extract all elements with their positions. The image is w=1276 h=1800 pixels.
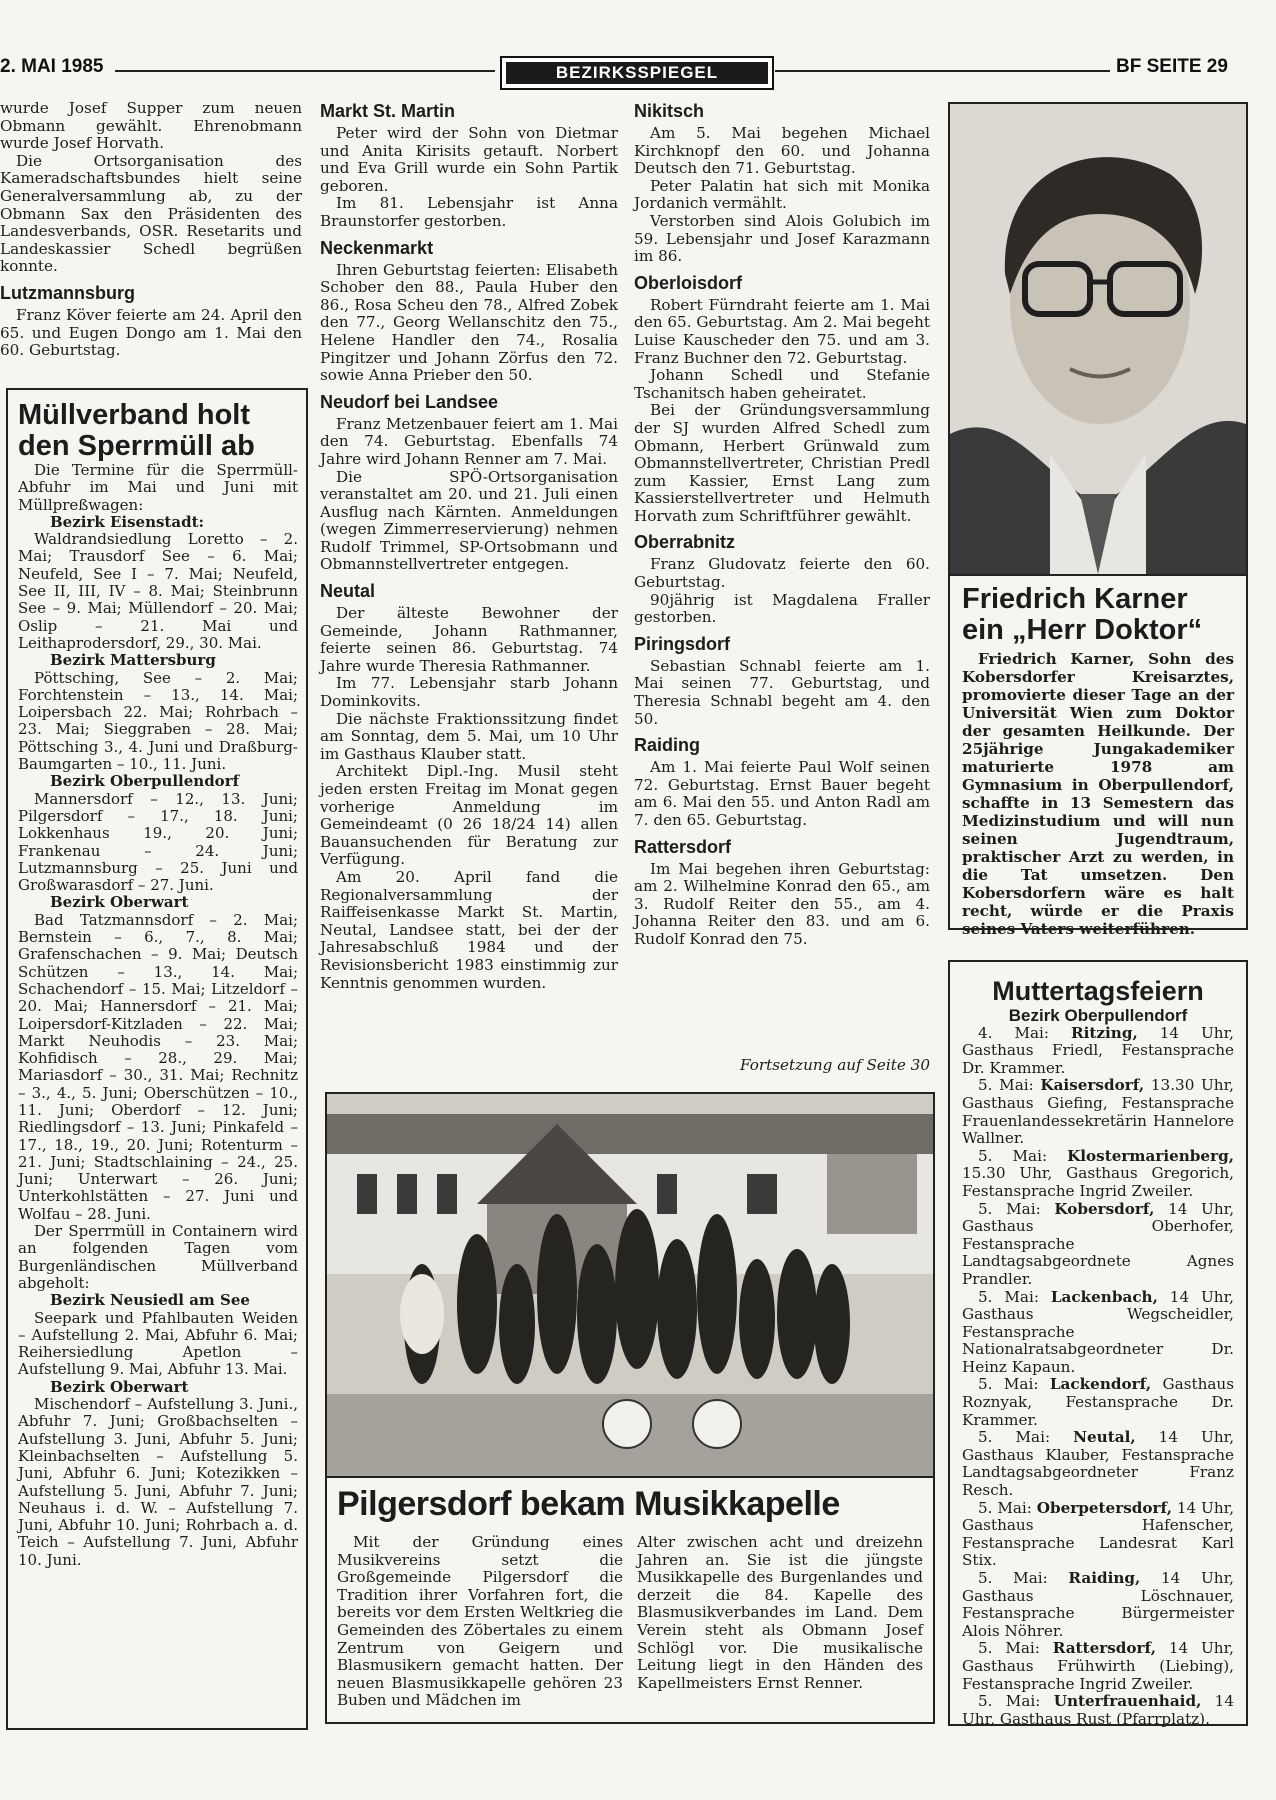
pilgersdorf-title: Pilgersdorf bekam Musikkapelle	[337, 1485, 840, 1523]
neudorf-p1: Franz Metzenbauer feiert am 1. Mai den 74. Geburtstag. Ebenfalls 74 Jahre wird Johann Renner am 7. Mai.	[320, 414, 618, 468]
entry-text: 14 Uhr, Gasthaus Klauber, Festansprache Landtagsabgeordneter Franz Resch.	[962, 1428, 1235, 1500]
district-mattersburg: Bezirk Mattersburg	[50, 651, 216, 670]
oberloisdorf-p2: Johann Schedl und Stefanie Tschanitsch haben geheiratet.	[634, 366, 930, 402]
sperrmuell-box	[6, 388, 308, 1730]
district-eisenstadt: Bezirk Eisenstadt:	[50, 512, 205, 531]
entry-text: 14 Uhr, Gasthaus Oberhofer, Festansprache Landtagsabgeordnete Agnes Prandler.	[962, 1199, 1235, 1288]
entry-date: 5. Mai:	[978, 1375, 1039, 1394]
pilgersdorf-text-left: Mit der Gründung eines Musikvereins setzt die Großgemeinde Pilgersdorf die Tradition ihrer Vorfahren fort, die bereits vor dem Ersten Weltkrieg die Gemeinden des Zöbertales zu einem Zentrum von Geigern und Blasmusikern gemacht hatten. Der neuen Blasmusikkapelle gehören 23 Buben und Mädchen im	[337, 1533, 623, 1710]
nikitsch-p1: Am 5. Mai begehen Michael Kirchknopf den 60. und Johanna Deutsch den 71. Geburtstag.	[634, 124, 930, 178]
entry-date: 4. Mai:	[978, 1023, 1050, 1042]
entry-date: 5. Mai:	[978, 1428, 1051, 1447]
markt-st-martin-p1: Peter wird der Sohn von Dietmar und Anita Kirisits getauft. Norbert und Eva Grill wurde ein Sohn Partik geboren.	[320, 124, 618, 195]
entry-text: 14 Uhr, Gasthaus Löschnauer, Festansprache Bürgermeister Alois Nöhrer.	[962, 1569, 1235, 1640]
neudorf-p2: Die SPÖ-Ortsorganisation veranstaltet am 20. und 21. Juli einen Ausflug nach Kärnten. Anmeldungen (wegen Zimmerreservierung) nehmen Rudolf Trimmel, SP-Ortsobmann und Obmannstellvertreter entgegen.	[320, 467, 618, 574]
neutal-p1: Der älteste Bewohner der Gemeinde, Johann Rathmanner, feierte seinen 86. Geburtstag. 74 Jahre wurde Theresia Rathmanner.	[320, 604, 618, 675]
karner-title-2: ein „Herr Doktor“	[962, 614, 1203, 646]
muttertag-content	[962, 976, 1234, 1728]
muttertag-entry	[962, 1376, 1234, 1429]
entry-place: Klostermarienberg,	[1067, 1146, 1234, 1165]
district-oberwart-2: Bezirk Oberwart	[50, 1377, 189, 1396]
page-number: BF SEITE 29	[1116, 56, 1228, 77]
band-photo	[325, 1092, 935, 1478]
issue-date: 2. MAI 1985	[0, 56, 104, 77]
sperrmuell-title: Müllverband holt den Sperrmüll ab	[18, 399, 255, 462]
karner-text: Friedrich Karner, Sohn des Kobersdorfer Kreisarztes, promovierte dieser Tage an der Universität Wien zum Doktor der gesamten Heilkunde. Der 25jährige Jungakademiker maturierte 1978 am Gymnasium in Oberpullendorf, schaffte in 13 Semestern das Medizinstudium und will nun seinen Jugendtraum, praktischer Arzt zu werden, in die Tat umsetzen. Den Kobersdorfern wäre es halt recht, würde er die Praxis seines Vaters weiterführen.	[962, 650, 1234, 938]
karner-box	[948, 572, 1248, 938]
karner-content	[962, 584, 1234, 938]
neutal-p4: Architekt Dipl.-Ing. Musil steht jeden ersten Freitag im Monat gegen vorherige Anmeldung im Gemeindeamt (0 26 18/24 14) allen Bauansuchenden für Beratung zur Verfügung.	[320, 762, 618, 869]
muttertag-subtitle: Bezirk Oberpullendorf	[1008, 1006, 1188, 1025]
neutal-p2: Im 77. Lebensjahr starb Johann Dominkovits.	[320, 674, 618, 711]
district-oberwart: Bezirk Oberwart	[50, 893, 189, 912]
entry-place: Oberpetersdorf,	[1036, 1498, 1173, 1517]
muttertag-entry	[962, 1500, 1234, 1570]
muttertag-entry	[962, 1025, 1234, 1078]
heading-neutal: Neutal	[320, 581, 376, 602]
neutal-p3: Die nächste Fraktionssitzung findet am Sonntag, dem 5. Mai, um 10 Uhr im Gasthaus Klauber statt.	[320, 709, 618, 763]
entry-date: 5. Mai:	[978, 1287, 1039, 1306]
col1-intro-1: wurde Josef Supper zum neuen Obmann gewählt. Ehrenobmann wurde Josef Horvath.	[0, 99, 302, 153]
oberloisdorf-p3: Bei der Gründungsversammlung der SJ wurden Alfred Schedl zum Obmann, Herbert Grünwald zum Obmannstellvertreter, Christian Predl zum Kassier, Ernst Lang zum Kassierstellvertreter und Helmuth Horvath zum Schriftführer gewählt.	[634, 401, 930, 525]
pilgersdorf-box	[325, 1474, 935, 1724]
karner-title-1: Friedrich Karner	[962, 583, 1188, 615]
heading-neckenmarkt: Neckenmarkt	[320, 237, 434, 258]
entry-date: 5. Mai:	[978, 1146, 1048, 1165]
heading-piringsdorf: Piringsdorf	[634, 633, 731, 654]
sperrmuell-intro: Die Termine für die Sperrmüll-Abfuhr im Mai und Juni mit Müllpreßwagen:	[18, 461, 298, 514]
muttertag-entry	[962, 1148, 1234, 1201]
entry-place: Lackendorf,	[1049, 1375, 1152, 1394]
entry-text: Gasthaus Roznyak, Festansprache Dr. Krammer.	[962, 1375, 1235, 1429]
entry-place: Raiding,	[1068, 1569, 1141, 1587]
section-title: BEZIRKSSPIEGEL	[506, 62, 768, 84]
markt-st-martin-p2: Im 81. Lebensjahr ist Anna Braunstorfer gestorben.	[320, 194, 618, 230]
entry-date: 5. Mai:	[978, 1498, 1032, 1517]
entry-date: 5. Mai:	[978, 1076, 1034, 1095]
entry-date: 5. Mai:	[978, 1692, 1041, 1711]
portrait-illustration	[950, 104, 1246, 574]
district-eisenstadt-text: Waldrandsiedlung Loretto – 2. Mai; Trausdorf See – 6. Mai; Neufeld, See I – 7. Mai; Neufeld, See II, III, IV – 8. Mai; Steinbrunn See – 9. Mai; Müllendorf – 20. Mai; Oslip – 21. Mai und Leithaprodersdorf, 29., 30. Mai.	[18, 530, 298, 652]
container-text: Der Sperrmüll in Containern wird an folgenden Tagen vom Burgenländischen Müllverband abgeholt:	[18, 1222, 298, 1292]
entry-place: Lackenbach,	[1050, 1287, 1158, 1306]
entry-place: Rattersdorf,	[1052, 1639, 1157, 1658]
lutzmannsburg-text: Franz Köver feierte am 24. April den 65. und Eugen Dongo am 1. Mai den 60. Geburtstag.	[0, 305, 302, 360]
neutal-p5: Am 20. April fand die Regionalversammlung der Raiffeisenkasse Markt St. Martin, Neutal, Landsee statt, bei der der Jahresabschluß 1984 und der Revisionsbericht 1983 einstimmig zur Kenntnis genommen wurden.	[320, 867, 618, 992]
oberloisdorf-p1: Robert Fürndraht feierte am 1. Mai den 65. Geburtstag. Am 2. Mai begeht Luise Kauscheder den 75. und am 3. Franz Buchner den 72. Geburtstag.	[634, 295, 930, 367]
muttertag-entry	[962, 1429, 1234, 1499]
entry-text: 14 Uhr, Gasthaus Hafenscher, Festansprache Landesrat Karl Stix.	[962, 1498, 1235, 1570]
muttertag-entry	[962, 1201, 1234, 1289]
district-oberpullendorf-text: Mannersdorf – 12., 13. Juni; Pilgersdorf – 17., 18. Juni; Lokkenhaus 19., 20. Juni; Frankenau – 24. Juni; Lutzmannsburg – 25. Juni und Großwarasdorf – 27. Juni.	[18, 789, 298, 895]
heading-rattersdorf: Rattersdorf	[634, 836, 732, 857]
band-illustration	[327, 1094, 933, 1476]
district-mattersburg-text: Pöttsching, See – 2. Mai; Forchtenstein – 13., 14. Mai; Loipersbach 22. Mai; Rohrbach – 23. Mai; Sieggraben – 28. Mai; Pöttsching 3., 4. Juni und Draßburg-Baumgarten – 10., 11. Juni.	[18, 668, 298, 774]
column-3	[634, 100, 930, 949]
header-rule-right	[775, 70, 1110, 72]
heading-raiding: Raiding	[634, 735, 700, 756]
muttertag-entry	[962, 1289, 1234, 1377]
section-badge	[500, 56, 774, 90]
entry-place: Neutal,	[1073, 1428, 1136, 1447]
heading-neudorf: Neudorf bei Landsee	[320, 391, 499, 412]
district-neusiedl-text: Seepark und Pfahlbauten Weiden – Aufstellung 2. Mai, Abfuhr 6. Mai; Reihersiedlung Apetlon – Aufstellung 9. Mai, Abfuhr 13. Mai.	[18, 1308, 298, 1379]
entry-text: 14 Uhr, Gasthaus Wegscheidler, Festansprache Nationalratsabgeordneter Dr. Heinz Kapaun.	[962, 1287, 1235, 1376]
heading-oberrabnitz: Oberrabnitz	[634, 532, 736, 553]
muttertag-entry	[962, 1640, 1234, 1693]
entry-text: 15.30 Uhr, Gasthaus Gregorich, Festansprache Ingrid Zweiler.	[962, 1164, 1234, 1200]
district-oberpullendorf: Bezirk Oberpullendorf	[50, 772, 240, 791]
heading-oberloisdorf: Oberloisdorf	[634, 272, 743, 293]
entry-place: Kaisersdorf,	[1040, 1076, 1145, 1095]
col1-intro-2: Die Ortsorganisation des Kameradschaftsbundes hielt seine Generalversammlung ab, zu der Obmann Sax den Präsidenten des Landesverbands, OSR. Resetarits und Landeskassier Schedl begrüßen konnte.	[0, 151, 302, 276]
oberrabnitz-p1: Franz Gludovatz feierte den 60. Geburtstag.	[634, 555, 930, 592]
entry-date: 5. Mai:	[978, 1569, 1048, 1587]
muttertag-entry	[962, 1693, 1234, 1728]
district-neusiedl: Bezirk Neusiedl am See	[50, 1291, 250, 1310]
district-oberwart-text: Bad Tatzmannsdorf – 2. Mai; Bernstein – 6., 7., 8. Mai; Grafenschachen – 9. Mai; Deutsch Schützen – 13., 14. Mai; Schachendorf – 15. Mai; Litzeldorf – 20. Mai; Hannersdorf – 21. Mai; Loipersdorf-Kitzladen – 22. Mai; Markt Neuhodis – 23. Mai; Kohfidisch – 28., 29. Mai; Mariasdorf – 30., 31. Mai; Rechnitz – 3., 4., 5. Juni; Oberschützen – 10., 11. Juni; Oberdorf – 12. Juni; Riedlingsdorf – 13. Juni; Pinkafeld – 17., 18., 19., 20. Juni; Rotenturm – 21. Juni; Stadtschlaining – 24., 25. Juni; Unterwart – 26. Juni; Unterkohlstätten – 27. Juni und Wolfau – 28. Juni.	[18, 910, 298, 1223]
karner-portrait-photo	[948, 102, 1248, 576]
muttertag-entry	[962, 1077, 1234, 1147]
entry-date: 5. Mai:	[978, 1199, 1041, 1218]
entry-text: 14 Uhr, Gasthaus Friedl, Festansprache Dr. Krammer.	[962, 1023, 1235, 1077]
continuation-note: Fortsetzung auf Seite 30	[740, 1056, 930, 1074]
rattersdorf-p1: Im Mai begehen ihren Geburtstag: am 2. Wilhelmine Konrad den 65., am 3. Rudolf Reiter den 55., am 4. Johanna Reiter den 83. und am 6. Rudolf Konrad den 75.	[634, 859, 930, 948]
neckenmarkt-p1: Ihren Geburtstag feierten: Elisabeth Schober den 88., Paula Huber den 86., Rosa Scheu den 78., Alfred Zobek den 77., Georg Wellanschitz den 75., Helene Handler den 74., Rosalia Pingitzer und Johann Zörfus den 72. sowie Anna Prieber den 50.	[320, 260, 618, 385]
muttertag-box	[948, 960, 1248, 1726]
entry-text: 14 Uhr, Gasthaus Rust (Pfarrplatz).	[962, 1692, 1234, 1728]
nikitsch-p3: Verstorben sind Alois Golubich im 59. Lebensjahr und Josef Karazmann im 86.	[634, 211, 930, 266]
heading-nikitsch: Nikitsch	[634, 101, 705, 121]
column-1-top	[0, 100, 302, 360]
nikitsch-p2: Peter Palatin hat sich mit Monika Jordanich vermählt.	[634, 176, 930, 213]
piringsdorf-p1: Sebastian Schnabl feierte am 1. Mai seinen 77. Geburtstag, und Theresia Schnabl begeht am 4. den 50.	[634, 656, 930, 728]
pilgersdorf-text-right: Alter zwischen acht und dreizehn Jahren an. Sie ist die jüngste Musikkapelle des Burgenlandes und derzeit die 84. Kapelle des Blasmusikverbandes im Land. Dem Verein steht als Obmann Josef Schlögl vor. Die musikalische Leitung liegt in den Händen des Kapellmeisters Ernst Renner.	[637, 1533, 923, 1692]
oberrabnitz-p2: 90jährig ist Magdalena Fraller gestorben.	[634, 590, 930, 627]
muttertag-title: Muttertagsfeiern	[992, 976, 1204, 1006]
district-oberwart-2-text: Mischendorf – Aufstellung 3. Juni., Abfuhr 7. Juni; Großbachselten – Aufstellung 3. Juni, Abfuhr 5. Juni; Kleinbachselten – Aufstellung 5. Juni, Abfuhr 6. Juni; Kotezikken – Aufstellung 5. Juni, Abfuhr 7. Juni; Neuhaus i. d. W. – Aufstellung 7. Juni, Abfuhr 10. Juni; Rohrbach a. d. Teich – Aufstellung 7. Juni, Abfuhr 10. Juni.	[18, 1395, 298, 1569]
entry-text: 13.30 Uhr, Gasthaus Giefing, Festansprache Frauenlandessekretärin Hannelore Wallner.	[962, 1076, 1235, 1148]
heading-lutzmannsburg: Lutzmannsburg	[0, 282, 135, 303]
entry-place: Ritzing,	[1071, 1023, 1138, 1042]
entry-date: 5. Mai:	[978, 1639, 1040, 1658]
entry-place: Unterfrauenhaid,	[1053, 1692, 1202, 1711]
column-2	[320, 100, 618, 992]
muttertag-entry	[962, 1570, 1234, 1640]
heading-markt-st-martin: Markt St. Martin	[320, 101, 456, 121]
raiding-p1: Am 1. Mai feierte Paul Wolf seinen 72. Geburtstag. Ernst Bauer begeht am 6. Mai den 55. und Anton Radl am 7. den 65. Geburtstag.	[634, 758, 930, 829]
sperrmuell-content	[18, 400, 298, 1569]
entry-place: Kobersdorf,	[1054, 1199, 1155, 1218]
entry-text: 14 Uhr, Gasthaus Frühwirth (Liebing), Festansprache Ingrid Zweiler.	[962, 1639, 1235, 1693]
header-rule-left	[115, 70, 495, 72]
